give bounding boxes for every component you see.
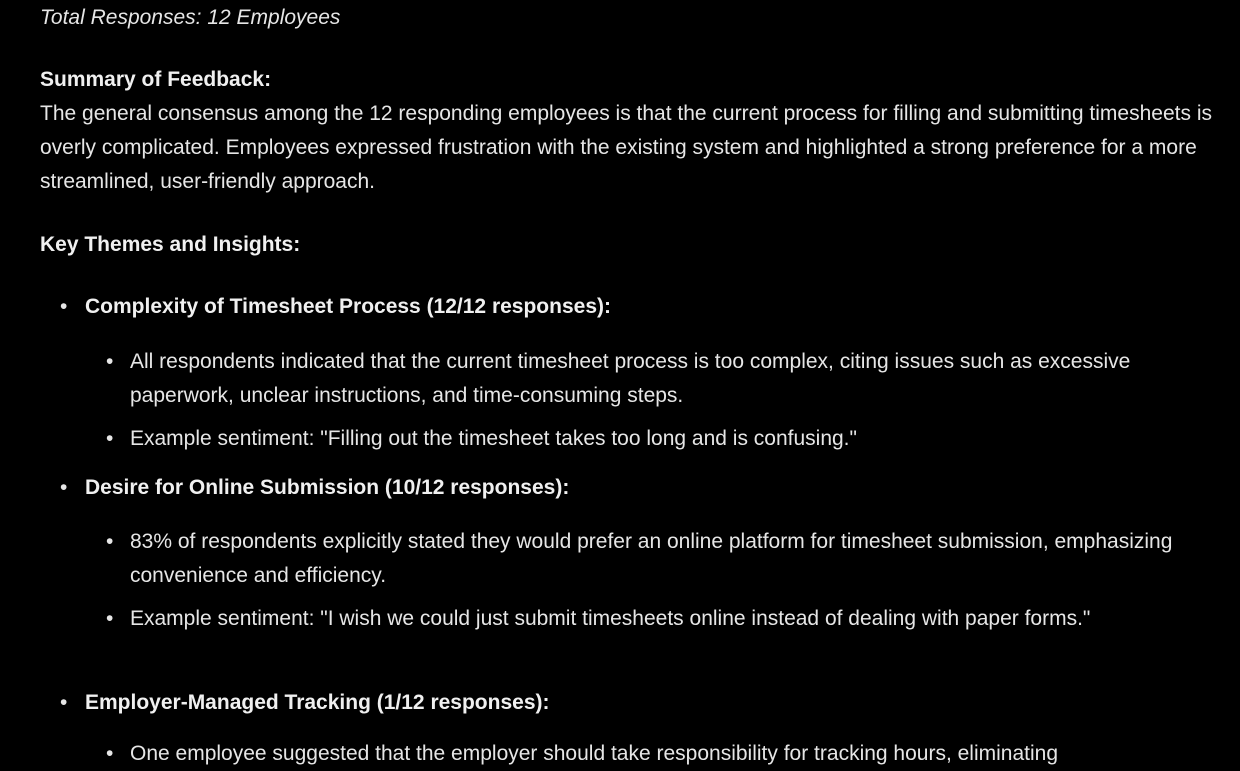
bullet-icon: •	[60, 691, 68, 714]
theme-point-text: Example sentiment: "Filling out the timesheet takes too long and is confusing."	[130, 427, 857, 450]
theme-point-text: 83% of respondents explicitly stated they would prefer an online platform for timesheet submission, emphasizing convenience and efficiency.	[130, 530, 1173, 587]
summary-heading: Summary of Feedback:	[40, 68, 272, 91]
theme-point-text: Example sentiment: "I wish we could just submit timesheets online instead of dealing with paper forms."	[130, 607, 1091, 630]
theme-point-text: One employee suggested that the employer should take responsibility for tracking hours, eliminating	[130, 742, 1059, 765]
bullet-icon: •	[106, 530, 114, 553]
bullet-icon: •	[106, 350, 114, 373]
theme-title: Complexity of Timesheet Process (12/12 responses):	[85, 295, 611, 318]
theme-point-text: All respondents indicated that the current timesheet process is too complex, citing issues such as excessive paperwork, unclear instructions, and time-consuming steps.	[130, 350, 1131, 407]
bullet-icon: •	[60, 476, 68, 499]
total-responses: Total Responses: 12 Employees	[40, 6, 341, 29]
theme-title: Desire for Online Submission (10/12 responses):	[85, 476, 570, 499]
summary-body: The general consensus among the 12 responding employees is that the current process for filling and submitting timesheets is overly complicated. Employees expressed frustration with the existing system and highlighted a strong preference for a more streamlined, user-friendly approach.	[40, 102, 1212, 193]
bullet-icon: •	[106, 427, 114, 450]
bullet-icon: •	[60, 295, 68, 318]
theme-title: Employer-Managed Tracking (1/12 responses):	[85, 691, 550, 714]
bullet-icon: •	[106, 607, 114, 630]
themes-heading: Key Themes and Insights:	[40, 233, 301, 256]
bullet-icon: •	[106, 742, 114, 765]
